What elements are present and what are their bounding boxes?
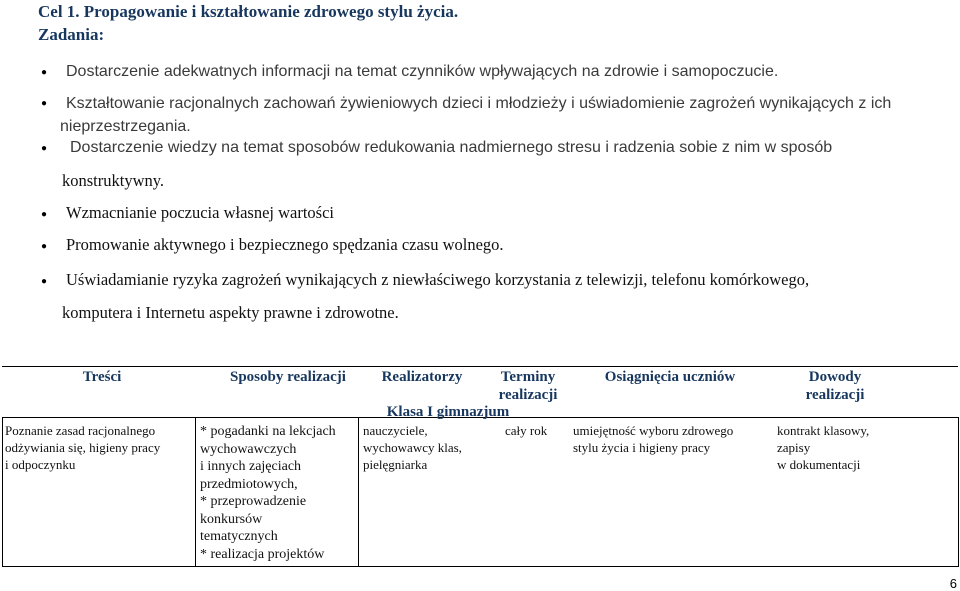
cell-line: wychowawcy klas, [363,440,462,455]
bullet-icon: ● [40,209,48,220]
bullet-item-3: Dostarczenie wiedzy na temat sposobów redukowania nadmiernego stresu i radzenia sobie z nim w sposób [70,139,833,156]
cell-line: stylu życia i higieny pracy [573,440,711,455]
bullet-icon: ● [40,143,48,154]
cell-terminy: cały rok [505,423,548,438]
cell-realizatorzy [363,422,462,473]
bullet-item-3-cont: konstruktywny. [62,171,165,190]
table-border-right [958,417,959,567]
bullet-item-2-cont: nieprzestrzegania. [60,118,191,135]
cell-line: nauczyciele, [363,423,428,438]
header-terminy: Terminy realizacji [498,369,558,403]
cell-line: konkursów [200,511,263,527]
cell-line: kontrakt klasowy, [777,423,870,438]
tasks-heading: Zadania: [38,25,105,44]
header-dowody: Dowody realizacji [805,369,865,403]
cell-line: pielęgniarka [363,457,428,472]
cell-line: * przeprowadzenie [200,494,307,509]
bullet-icon: ● [40,98,48,109]
bullet-icon: ● [40,276,48,287]
cell-line: zapisy [777,440,811,455]
table-col-divider [358,417,359,567]
cell-sposoby [200,423,336,563]
cell-tresci [5,422,160,473]
realization-table [0,366,960,566]
cell-line: i odpoczynku [5,457,76,472]
bullet-item-6-cont: komputera i Internetu aspekty prawne i zdrowotne. [62,303,399,322]
table-border-bottom [2,566,958,567]
header-osiagniecia: Osiągnięcia uczniów [604,369,736,385]
bullet-item-4: Wzmacnianie poczucia własnej wartości [66,203,334,222]
cell-dowody [777,422,869,473]
cell-osiagniecia [573,422,733,456]
cell-line: tematycznych [200,529,278,544]
bullet-item-6: Uświadamianie ryzyka zagrożeń wynikających z niewłaściwego korzystania z telewizji, telefonu komórkowego, [66,270,810,289]
page-number: 6 [949,576,957,591]
table-border-top [2,366,958,367]
table-border-left [2,417,3,567]
bullet-item-2: Kształtowanie racjonalnych zachowań żywieniowych dzieci i młodzieży i uświadomienie zagrożeń wynikających z ich [66,95,892,112]
bullet-item-1: Dostarczenie adekwatnych informacji na temat czynników wpływających na zdrowie i samopoczucie. [66,63,779,80]
cell-line: wychowawczych [200,441,297,457]
cell-line: w dokumentacji [777,457,861,472]
table-col-divider [195,417,196,567]
cell-line: odżywiania się, higieny pracy [5,440,161,455]
cell-line: Poznanie zasad racjonalnego [5,423,156,438]
header-tresci: Treści [82,369,122,385]
cell-line: i innych zajęciach [200,459,302,474]
bullet-icon: ● [40,241,48,252]
cell-line: umiejętność wyboru zdrowego [573,423,734,438]
header-sposoby: Sposoby realizacji [230,369,346,385]
cell-line: przedmiotowych, [200,476,298,492]
cell-line: * pogadanki na lekcjach [200,424,336,439]
cell-line: * realizacja projektów [200,546,325,562]
bullet-icon: ● [40,67,48,78]
bullet-item-5: Promowanie aktywnego i bezpiecznego spędzania czasu wolnego. [66,235,504,254]
group-label: Klasa I gimnazjum [386,404,510,420]
header-realizatorzy: Realizatorzy [381,369,463,385]
goal-title: Cel 1. Propagowanie i kształtowanie zdrowego stylu życia. [38,2,459,21]
